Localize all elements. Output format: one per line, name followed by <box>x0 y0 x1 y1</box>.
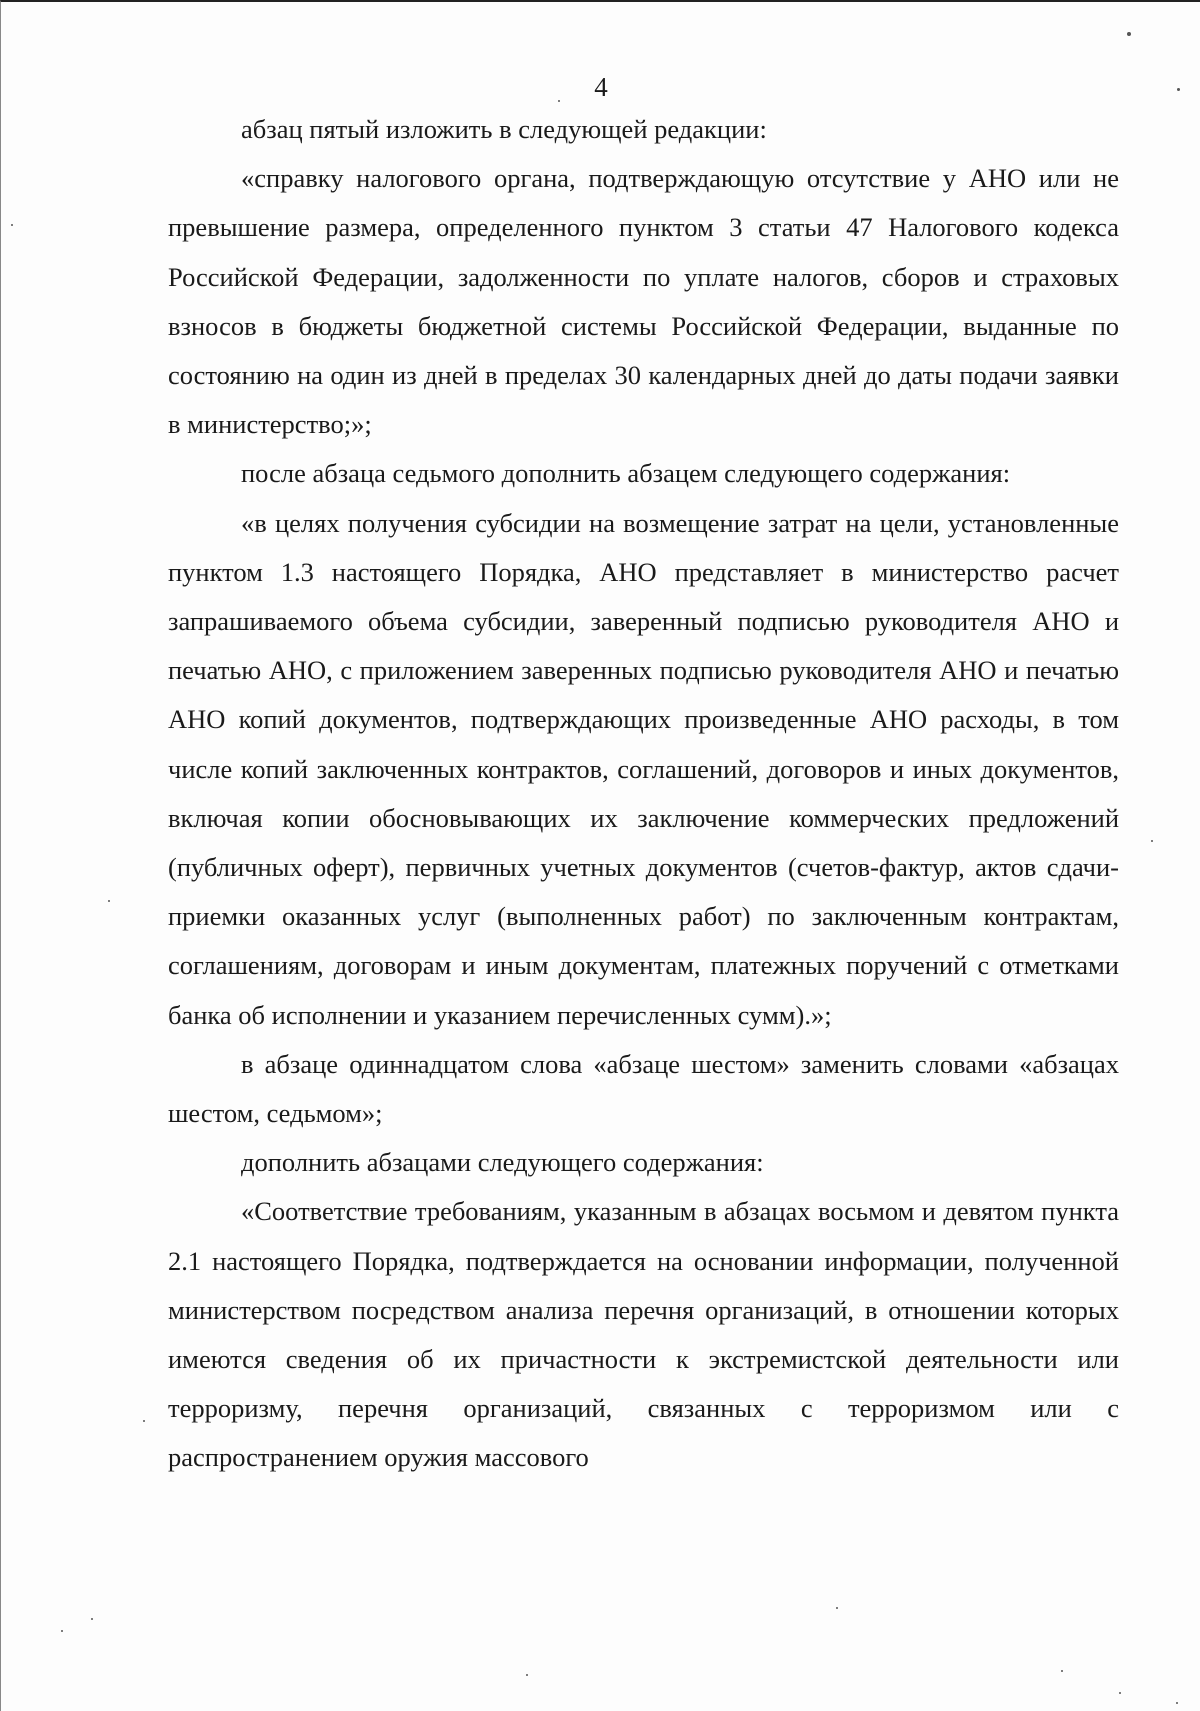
scan-speck <box>11 224 13 226</box>
scan-speck <box>1177 88 1180 91</box>
paragraph-2: «справку налогового органа, подтверждающую отсутствие у АНО или не превышение размера, определенного пунктом 3 статьи 47 Налогового кодекса Российской Федерации, задолженности по уплате налогов, сборов и страховых взносов в бюджеты бюджетной системы Российской Федерации, выданные по состоянию на один из дней в пределах 30 календарных дней до даты подачи заявки в министерство;»; <box>168 163 1119 440</box>
document-body <box>168 105 1119 1483</box>
scan-speck <box>143 1420 145 1422</box>
paragraph-6: дополнить абзацами следующего содержания: <box>241 1147 764 1178</box>
paragraph-7: «Соответствие требованиям, указанным в абзацах восьмом и девятом пункта 2.1 настоящего Порядка, подтверждается на основании информации, полученной министерством посредством анализа перечня организаций, в отношении которых имеются сведения об их причастности к экстремистской деятельности или терроризму, перечня организаций, связанных с терроризмом или с распространением оружия массового <box>168 1196 1119 1473</box>
page-number: 4 <box>594 72 608 102</box>
paragraph-1: абзац пятый изложить в следующей редакции: <box>241 114 767 144</box>
scan-speck <box>558 100 560 102</box>
paragraph-4: «в целях получения субсидии на возмещение затрат на цели, установленные пунктом 1.3 настоящего Порядка, АНО представляет в министерство расчет запрашиваемого объема субсидии, заверенный подписью руководителя АНО и печатью АНО, с приложением заверенных подписью руководителя АНО и печатью АНО копий документов, подтверждающих произведенные АНО расходы, в том числе копий заключенных контрактов, соглашений, договоров и иных документов, включая копии обосновывающих их заключение коммерческих предложений (публичных оферт), первичных учетных документов (счетов-фактур, актов сдачи-приемки оказанных услуг (выполненных работ) по заключенным контрактам, соглашениям, договорам и иным документам, платежных поручений с отметками банка об исполнении и указанием перечисленных сумм).»; <box>168 507 1119 1030</box>
scan-speck <box>1176 1702 1178 1704</box>
scan-speck <box>1127 32 1131 36</box>
scan-speck <box>1151 840 1153 842</box>
scan-speck <box>61 1630 63 1632</box>
paragraph-5: в абзаце одиннадцатом слова «абзаце шестом» заменить словами «абзацах шестом, седьмом»; <box>168 1048 1119 1129</box>
scan-speck <box>836 1607 838 1609</box>
scan-speck <box>1119 1692 1121 1694</box>
paragraph-3: после абзаца седьмого дополнить абзацем следующего содержания: <box>241 458 1011 489</box>
scan-speck <box>91 1618 93 1620</box>
scan-speck <box>1061 1670 1063 1672</box>
scan-speck <box>526 1674 528 1676</box>
scan-speck <box>108 900 110 902</box>
